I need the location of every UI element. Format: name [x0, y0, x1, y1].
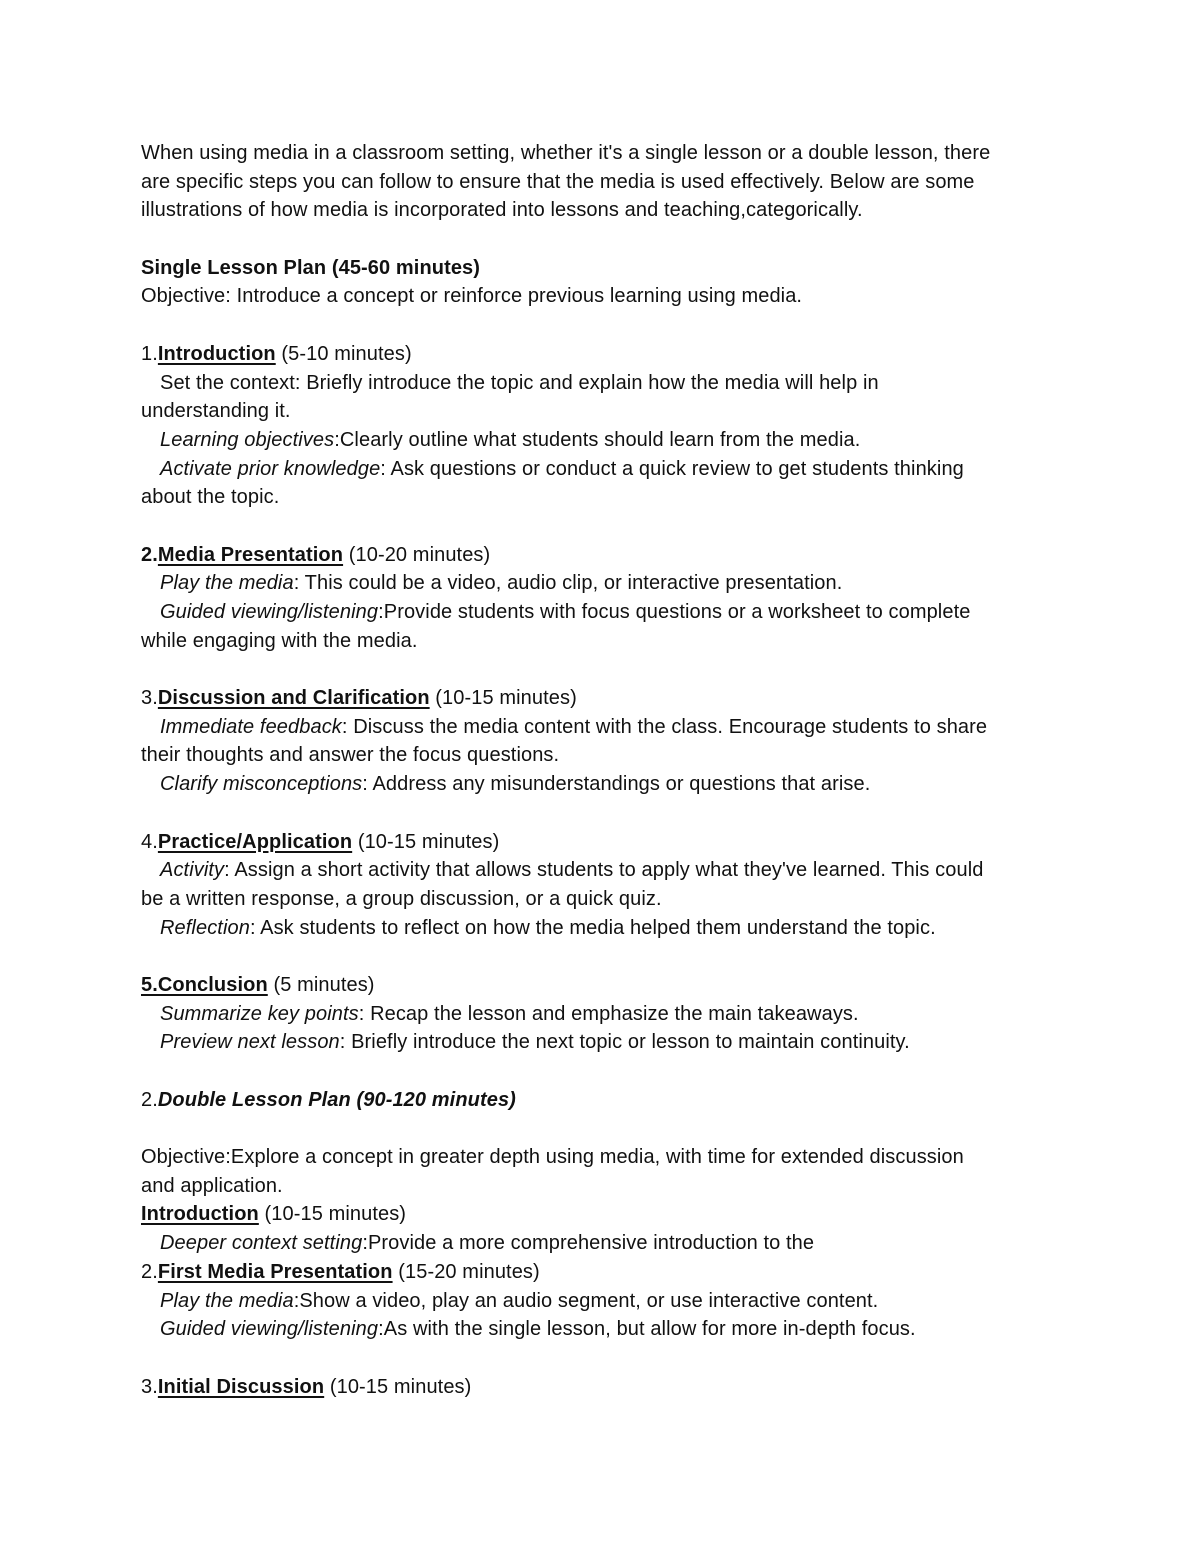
bullet-line	[141, 770, 1061, 799]
bullet-label: Guided viewing/listening	[160, 1318, 379, 1341]
bullet-text: : This could be a video, audio clip, or interactive presentation.	[293, 572, 843, 595]
section-duration: (5 minutes)	[267, 973, 375, 996]
bullet-text: while engaging with the media.	[141, 629, 418, 652]
bullet-text: : Discuss the media content with the class. Encourage students to share	[341, 715, 988, 738]
bullet-line	[141, 914, 1061, 943]
section-title: Introduction	[141, 1203, 259, 1226]
bullet-text: : Ask questions or conduct a quick review to get students thinking	[380, 457, 964, 480]
bullet-text: about the topic.	[141, 486, 280, 509]
bullet-label: Activity	[160, 859, 225, 882]
section-title: Practice/Application	[157, 830, 353, 853]
section-heading	[141, 684, 1061, 713]
section-number: 3.	[141, 1375, 158, 1398]
section-number: 1.	[141, 342, 158, 365]
bullet-line	[141, 1315, 1061, 1344]
section-duration: (10-15 minutes)	[324, 1375, 472, 1398]
section-title: First Media Presentation	[157, 1260, 393, 1283]
bullet-text: their thoughts and answer the focus questions.	[141, 744, 560, 767]
section-duration: (10-15 minutes)	[352, 830, 500, 853]
bullet-label: Deeper context setting	[160, 1232, 363, 1255]
section-duration: (10-20 minutes)	[343, 543, 491, 566]
bullet-label: Guided viewing/listening	[160, 601, 379, 623]
section-title: Discussion and Clarification	[157, 687, 430, 710]
bullet-label: Immediate feedback	[160, 715, 342, 738]
bullet-text: : Briefly introduce the next topic or lesson to maintain continuity.	[339, 1031, 910, 1054]
section-heading	[141, 541, 1061, 570]
double-lesson-objective: Objective:Explore a concept in greater depth using media, with time for extended discussion	[141, 1146, 964, 1169]
single-lesson-heading: Single Lesson Plan (45-60 minutes)	[141, 256, 481, 279]
document-page	[141, 139, 1061, 1401]
bullet-line	[141, 455, 1061, 484]
bullet-line	[141, 598, 1061, 627]
bullet-text: be a written response, a group discussion, or a quick quiz.	[141, 887, 662, 910]
bullet-text: understanding it.	[141, 400, 291, 423]
section-number: 4.	[141, 830, 158, 853]
section-title: Media Presentation	[157, 543, 344, 566]
section-number: 2.	[141, 1260, 158, 1283]
bullet-label: Learning objectives	[160, 428, 335, 451]
double-lesson-objective-cont: and application.	[141, 1174, 283, 1197]
bullet-text: :As with the single lesson, but allow for more in-depth focus.	[378, 1318, 916, 1341]
section-heading	[141, 340, 1061, 369]
section-heading	[141, 1200, 1061, 1229]
bullet-line	[141, 1000, 1061, 1029]
bullet-line	[141, 713, 1061, 742]
section-duration: (15-20 minutes)	[392, 1260, 540, 1283]
bullet-label: Reflection	[160, 916, 250, 939]
section-duration: (10-15 minutes)	[429, 687, 577, 710]
bullet-label: Clarify misconceptions	[160, 773, 363, 796]
bullet-text: :Provide a more comprehensive introduction to the	[362, 1232, 815, 1255]
section-heading	[141, 1258, 1061, 1287]
section-duration: (5-10 minutes)	[275, 342, 412, 365]
single-lesson-objective: Objective: Introduce a concept or reinforce previous learning using media.	[141, 285, 803, 308]
bullet-label: Activate prior knowledge	[160, 457, 381, 480]
intro-line-2: are specific steps you can follow to ensure that the media is used effectively. Below are some	[141, 170, 975, 193]
section-number: 3.	[141, 687, 158, 710]
bullet-label: Summarize key points	[160, 1002, 359, 1025]
section-heading	[141, 971, 1061, 1000]
section-title: Initial Discussion	[157, 1375, 325, 1398]
bullet-text: Set the context: Briefly introduce the topic and explain how the media will help in	[160, 371, 879, 394]
bullet-text: : Address any misunderstandings or questions that arise.	[362, 773, 871, 796]
bullet-text: : Assign a short activity that allows students to apply what they've learned. This could	[224, 859, 984, 882]
bullet-line	[141, 1028, 1061, 1057]
bullet-text: : Recap the lesson and emphasize the main takeaways.	[358, 1002, 859, 1025]
section-number: 2.	[141, 543, 158, 566]
intro-line-1: When using media in a classroom setting, whether it's a single lesson or a double lesson, there	[141, 142, 991, 164]
section-heading	[141, 828, 1061, 857]
double-lesson-heading	[141, 1086, 1061, 1115]
section-duration: (10-15 minutes)	[258, 1203, 407, 1226]
bullet-text: :Show a video, play an audio segment, or use interactive content.	[293, 1289, 879, 1312]
section-number: 2.	[141, 1088, 158, 1111]
bullet-label: Play the media	[160, 572, 294, 595]
intro-line-3: illustrations of how media is incorporated into lessons and teaching,categorically.	[141, 199, 863, 222]
bullet-text: :Clearly outline what students should learn from the media.	[334, 428, 861, 451]
bullet-line	[141, 1229, 1061, 1258]
bullet-label: Preview next lesson	[160, 1031, 340, 1054]
bullet-text: :Provide students with focus questions or a worksheet to complete	[378, 601, 971, 623]
section-title: Introduction	[157, 342, 276, 365]
bullet-line	[141, 856, 1061, 885]
bullet-text: : Ask students to reflect on how the media helped them understand the topic.	[249, 916, 936, 939]
section-title: 5.Conclusion	[141, 973, 268, 996]
bullet-line	[141, 569, 1061, 598]
bullet-line	[141, 426, 1061, 455]
bullet-label: Play the media	[160, 1289, 294, 1312]
section-heading	[141, 1373, 1061, 1402]
double-lesson-title: Double Lesson Plan (90-120 minutes)	[157, 1088, 516, 1111]
bullet-line	[141, 1287, 1061, 1316]
